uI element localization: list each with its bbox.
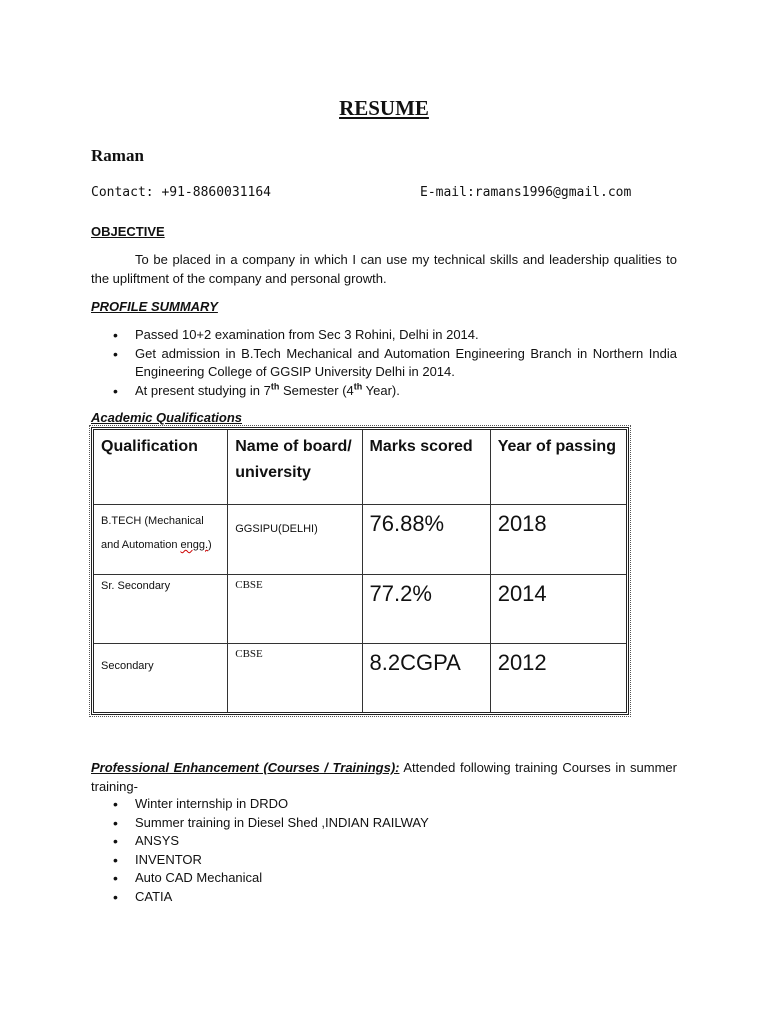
profile-summary-heading: PROFILE SUMMARY xyxy=(91,299,218,314)
list-item: • CATIA xyxy=(91,888,677,907)
list-item: • Summer training in Diesel Shed ,INDIAN RAILWAY xyxy=(91,814,677,833)
cell-year: 2014 xyxy=(491,575,626,644)
table-row xyxy=(94,505,626,575)
list-item: • At present studying in 7th Semester (4th Year). xyxy=(91,382,677,401)
list-item: • Passed 10+2 examination from Sec 3 Rohini, Delhi in 2014. xyxy=(91,326,677,345)
list-item: • Winter internship in DRDO xyxy=(91,795,677,814)
cell-year: 2018 xyxy=(491,505,626,575)
table-row xyxy=(94,644,626,712)
table-row xyxy=(94,575,626,644)
training-list xyxy=(91,795,677,906)
cell-year: 2012 xyxy=(497,650,547,675)
qualifications-table xyxy=(91,427,629,715)
cell-board: CBSE xyxy=(228,644,362,712)
profile-summary-list xyxy=(91,326,677,400)
list-item: • ANSYS xyxy=(91,832,677,851)
objective-heading: OBJECTIVE xyxy=(91,224,165,239)
objective-text: To be placed in a company in which I can use my technical skills and leadership qualities to the upliftment of the company and personal growth. xyxy=(91,252,677,286)
candidate-name: Raman xyxy=(91,146,144,165)
cell-marks: 77.2% xyxy=(363,575,491,644)
list-item: • Auto CAD Mechanical xyxy=(91,869,677,888)
cell-qualification: Sr. Secondary xyxy=(94,575,228,644)
header-year: Year of passing xyxy=(491,430,626,505)
professional-heading: Professional Enhancement (Courses / Trainings): xyxy=(91,760,400,775)
cell-qualification: Secondary xyxy=(94,644,228,712)
header-marks: Marks scored xyxy=(363,430,491,505)
table-header-row xyxy=(94,430,626,505)
list-item: • INVENTOR xyxy=(91,851,677,870)
professional-enhancement xyxy=(91,758,677,796)
cell-marks: 76.88% xyxy=(363,505,491,575)
contact-phone: Contact: +91-8860031164 xyxy=(91,185,272,200)
professional-intro: Attended following training Courses in summer training- xyxy=(91,760,677,794)
header-board: Name of board/ university xyxy=(228,430,362,505)
header-qualification: Qualification xyxy=(94,430,228,505)
cell-qualification: B.TECH (Mechanical and Automation engg.) xyxy=(94,505,228,575)
cell-board: GGSIPU(DELHI) xyxy=(228,505,362,575)
cell-board: CBSE xyxy=(228,575,362,644)
contact-email: E-mail:ramans1996@gmail.com xyxy=(420,185,632,200)
document-title: RESUME xyxy=(339,96,429,120)
academic-heading: Academic Qualifications xyxy=(91,410,242,425)
cell-marks: 8.2CGPA xyxy=(363,644,491,712)
list-item: • Get admission in B.Tech Mechanical and Automation Engineering Branch in Northern India Engineering College of GGSIP University Delhi in 2014. xyxy=(91,345,677,382)
